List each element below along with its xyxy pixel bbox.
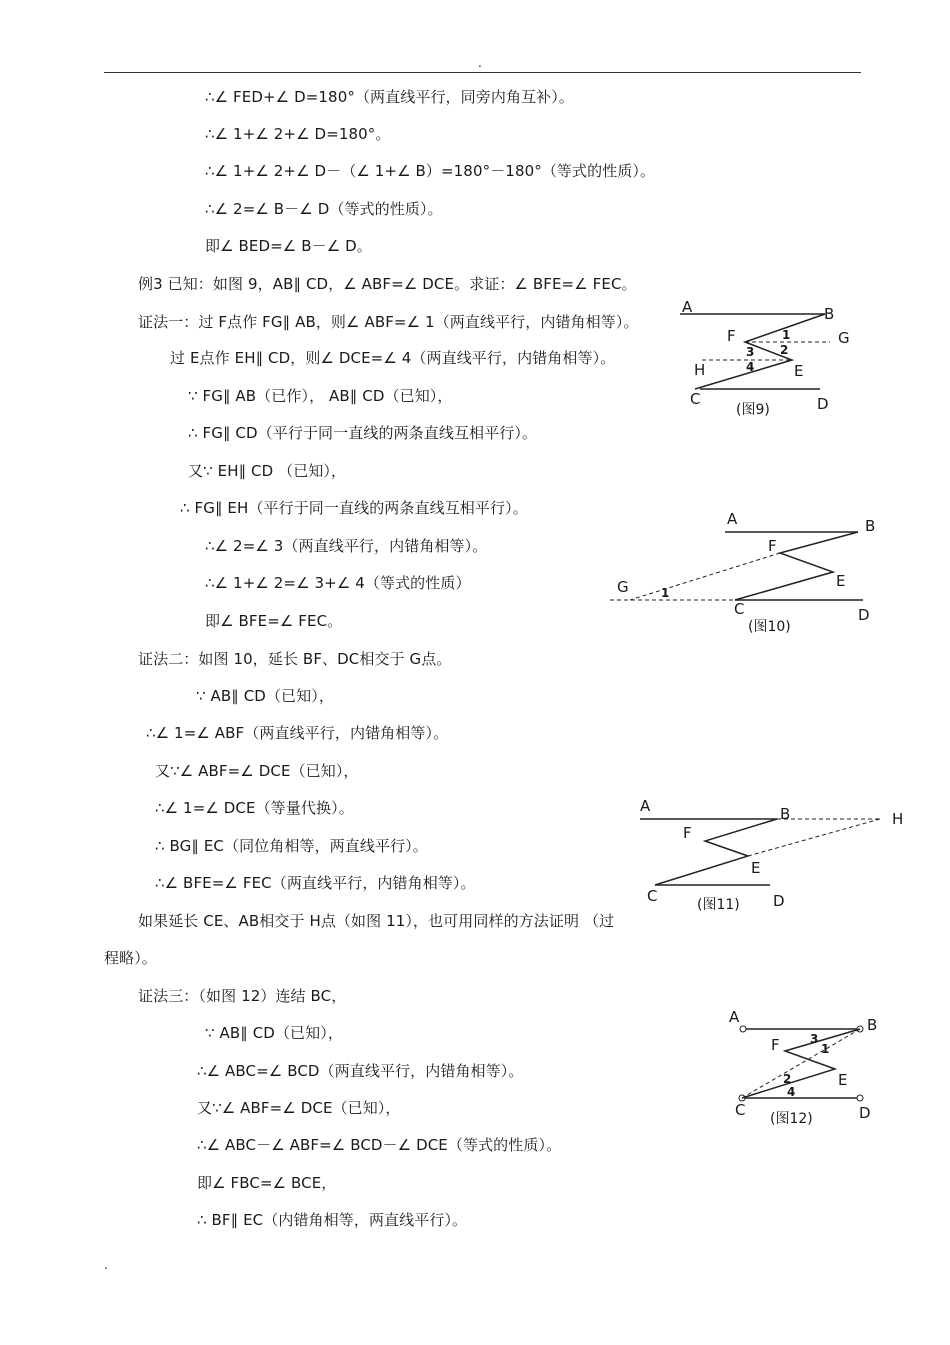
header-rule — [104, 72, 861, 73]
fig12-label-c: C — [735, 1101, 746, 1119]
method-1-line-9: 即∠ BFE=∠ FEC。 — [205, 612, 343, 630]
method-3-line-6: 即∠ FBC=∠ BCE， — [197, 1174, 337, 1192]
fig9-label-a: A — [682, 298, 693, 316]
method-3-line-4: 又∵∠ ABF=∠ DCE（已知）， — [197, 1099, 401, 1117]
fig12-angle-2: 2 — [783, 1072, 792, 1086]
proof-line-1: ∴∠ FED+∠ D=180°（两直线平行，同旁内角互补）。 — [205, 88, 574, 106]
fig9-label-f: F — [727, 327, 736, 345]
figure-9 — [670, 290, 860, 430]
proof-line-5: 即∠ BED=∠ B－∠ D。 — [205, 237, 372, 255]
fig12-angle-1: 1 — [821, 1042, 830, 1056]
fig9-label-d: D — [817, 395, 829, 413]
method-3-line-7: ∴ BF∥ EC（内错角相等，两直线平行）。 — [197, 1211, 468, 1229]
method-1-line-6: ∴ FG∥ EH（平行于同一直线的两条直线互相平行）。 — [180, 499, 528, 517]
fig10-label-f: F — [768, 537, 777, 555]
fig11-label-c: C — [647, 887, 658, 905]
fig9-label-c: C — [690, 390, 701, 408]
method-1-line-4: ∴ FG∥ CD（平行于同一直线的两条直线互相平行）。 — [188, 424, 538, 442]
method-3-line-1: 证法三：（如图 12）连结 BC， — [138, 987, 347, 1005]
fig10-label-g: G — [617, 578, 629, 596]
figure-12 — [715, 1005, 895, 1135]
fig11-label-a: A — [640, 797, 651, 815]
example-3-statement: 例3 已知：如图 9，AB∥ CD，∠ ABF=∠ DCE。求证：∠ BFE=∠ FEC。 — [138, 275, 637, 293]
fig9-angle-1: 1 — [782, 328, 791, 342]
fig9-label-h: H — [694, 361, 706, 379]
fig9-angle-4: 4 — [746, 360, 755, 374]
extension-note-line-2: 程略）。 — [104, 949, 157, 967]
fig9-angle-2: 2 — [780, 343, 789, 357]
header-dot: . — [478, 56, 482, 70]
fig12-angle-4: 4 — [787, 1085, 796, 1099]
footer-dot: . — [104, 1258, 108, 1272]
method-2-line-1: 证法二：如图 10，延长 BF、DC相交于 G点。 — [138, 650, 452, 668]
method-1-line-3: ∵ FG∥ AB（已作）， AB∥ CD（已知）， — [188, 387, 453, 405]
method-1-line-2: 过 E点作 EH∥ CD，则∠ DCE=∠ 4（两直线平行，内错角相等）。 — [170, 349, 616, 367]
proof-line-4: ∴∠ 2=∠ B－∠ D（等式的性质）。 — [205, 200, 443, 218]
fig11-label-f: F — [683, 824, 692, 842]
method-3-line-3: ∴∠ ABC=∠ BCD（两直线平行，内错角相等）。 — [197, 1062, 524, 1080]
fig12-label-e: E — [838, 1071, 848, 1089]
method-2-line-5: ∴∠ 1=∠ DCE（等量代换）。 — [155, 799, 354, 817]
proof-line-3: ∴∠ 1+∠ 2+∠ D－（∠ 1+∠ B）=180°－180°（等式的性质）。 — [205, 162, 656, 180]
method-3-line-5: ∴∠ ABC－∠ ABF=∠ BCD－∠ DCE（等式的性质）。 — [197, 1136, 562, 1154]
figure-10 — [605, 505, 890, 640]
fig10-label-c: C — [734, 600, 745, 618]
extension-note-line-1: 如果延长 CE、AB相交于 H点（如图 11），也可用同样的方法证明 （过 — [138, 912, 615, 930]
fig9-label-g: G — [838, 329, 850, 347]
method-1-line-8: ∴∠ 1+∠ 2=∠ 3+∠ 4（等式的性质） — [205, 574, 471, 592]
method-2-line-6: ∴ BG∥ EC（同位角相等，两直线平行）。 — [155, 837, 428, 855]
fig11-label-d: D — [773, 892, 785, 910]
method-1-line-5: 又∵ EH∥ CD （已知）， — [188, 462, 347, 480]
proof-line-2: ∴∠ 1+∠ 2+∠ D=180°。 — [205, 125, 391, 143]
method-1-line-7: ∴∠ 2=∠ 3（两直线平行，内错角相等）。 — [205, 537, 488, 555]
fig10-label-e: E — [836, 572, 846, 590]
method-2-line-4: 又∵∠ ABF=∠ DCE（已知）， — [155, 762, 359, 780]
fig11-label-b: B — [780, 805, 791, 823]
fig11-caption: (图11) — [697, 897, 740, 913]
method-2-line-7: ∴∠ BFE=∠ FEC（两直线平行，内错角相等）。 — [155, 874, 476, 892]
fig9-angle-3: 3 — [746, 345, 755, 359]
method-2-line-3: ∴∠ 1=∠ ABF（两直线平行，内错角相等）。 — [146, 724, 449, 742]
method-2-line-2: ∵ AB∥ CD（已知）， — [196, 687, 334, 705]
fig9-label-e: E — [794, 362, 804, 380]
fig12-label-d: D — [859, 1104, 871, 1122]
fig11-label-e: E — [751, 859, 761, 877]
fig10-label-a: A — [727, 510, 738, 528]
fig12-caption: (图12) — [770, 1111, 813, 1127]
fig12-angle-3: 3 — [810, 1032, 819, 1046]
fig9-caption: (图9) — [736, 402, 770, 418]
method-3-line-2: ∵ AB∥ CD（已知）， — [205, 1024, 343, 1042]
fig10-caption: (图10) — [748, 619, 791, 635]
fig11-label-h: H — [892, 810, 904, 828]
method-1-line-1: 证法一：过 F点作 FG∥ AB，则∠ ABF=∠ 1（两直线平行，内错角相等）。 — [138, 313, 639, 331]
figure-11 — [630, 790, 910, 920]
fig10-angle-1: 1 — [661, 586, 670, 600]
fig10-label-d: D — [858, 606, 870, 624]
fig12-label-a: A — [729, 1008, 740, 1026]
fig9-label-b: B — [824, 305, 835, 323]
fig10-label-b: B — [865, 517, 876, 535]
fig12-label-f: F — [771, 1036, 780, 1054]
fig12-label-b: B — [867, 1016, 878, 1034]
